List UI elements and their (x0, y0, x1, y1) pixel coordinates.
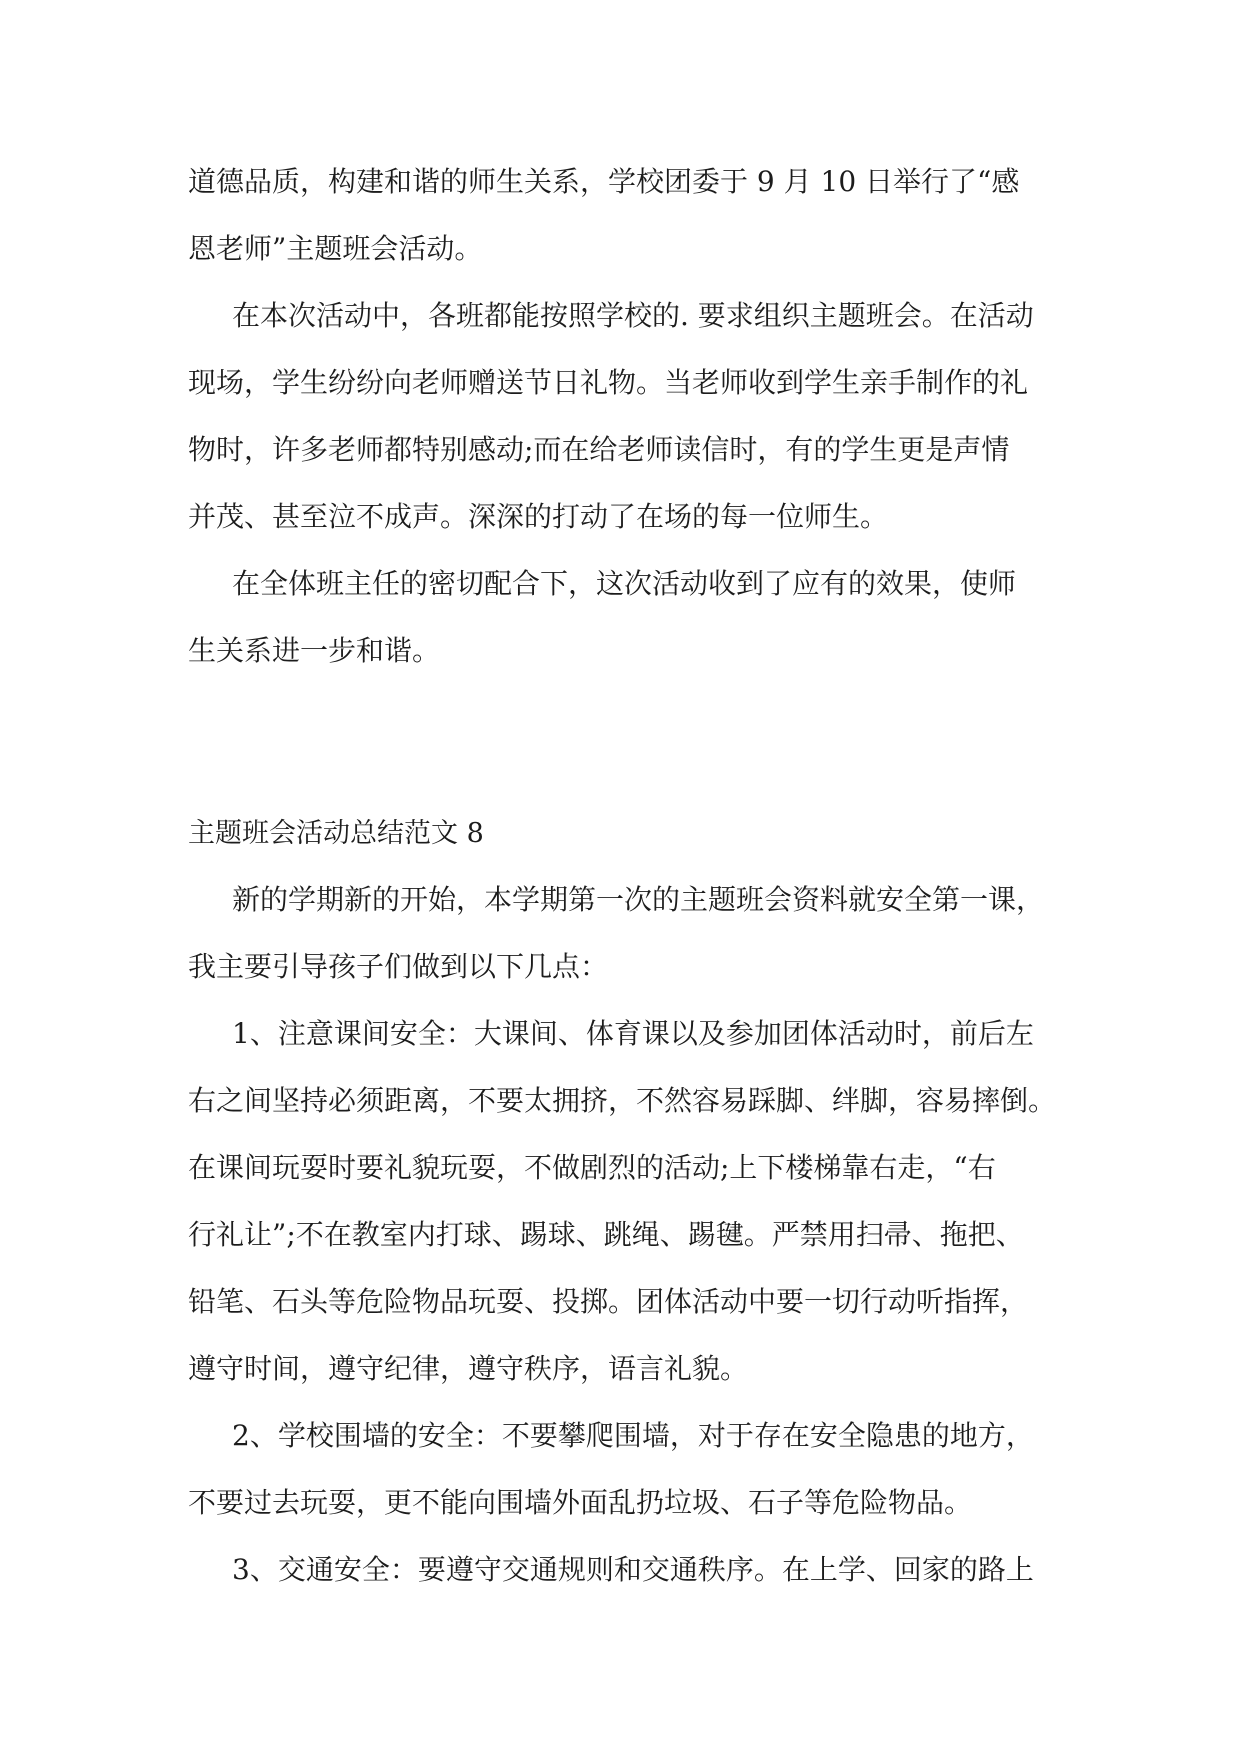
paragraph-7-line-1: 3、交通安全：要遵守交通规则和交通秩序。在上学、回家的路上 (232, 1553, 1034, 1586)
paragraph-1-line-2: 恩老师”主题班会活动。 (188, 232, 483, 265)
paragraph-5-line-5: 铅笔、石头等危险物品玩耍、投掷。团体活动中要一切行动听指挥， (188, 1285, 1029, 1318)
paragraph-2-line-2: 现场，学生纷纷向老师赠送节日礼物。当老师收到学生亲手制作的礼 (188, 366, 1029, 399)
paragraph-4-line-2: 我主要引导孩子们做到以下几点： (188, 950, 609, 983)
paragraph-2-line-1: 在本次活动中，各班都能按照学校的. 要求组织主题班会。在活动 (232, 299, 1034, 332)
paragraph-3-line-1: 在全体班主任的密切配合下，这次活动收到了应有的效果，使师 (232, 567, 1017, 600)
paragraph-5-line-2: 右之间坚持必须距离，不要太拥挤，不然容易踩脚、绊脚，容易摔倒。 (188, 1084, 1057, 1117)
paragraph-6-line-1: 2、学校围墙的安全：不要攀爬围墙，对于存在安全隐患的地方， (232, 1419, 1034, 1452)
paragraph-3-line-2: 生关系进一步和谐。 (188, 634, 441, 667)
paragraph-5-line-3: 在课间玩耍时要礼貌玩耍，不做剧烈的活动;上下楼梯靠右走，“右 (188, 1151, 996, 1184)
paragraph-2-line-4: 并茂、甚至泣不成声。深深的打动了在场的每一位师生。 (188, 500, 889, 533)
paragraph-5-line-1: 1、注意课间安全：大课间、体育课以及参加团体活动时，前后左 (232, 1017, 1034, 1050)
paragraph-4-line-1: 新的学期新的开始，本学期第一次的主题班会资料就安全第一课， (232, 883, 1045, 916)
section-heading: 主题班会活动总结范文 8 (188, 818, 484, 849)
paragraph-2-line-3: 物时，许多老师都特别感动;而在给老师读信时，有的学生更是声情 (188, 433, 1010, 466)
paragraph-5-line-6: 遵守时间，遵守纪律，遵守秩序，语言礼貌。 (188, 1352, 749, 1385)
paragraph-5-line-4: 行礼让”;不在教室内打球、踢球、跳绳、踢毽。严禁用扫帚、拖把、 (188, 1218, 1024, 1251)
paragraph-1-line-1: 道德品质，构建和谐的师生关系，学校团委于 9 月 10 日举行了“感 (188, 165, 1020, 198)
paragraph-6-line-2: 不要过去玩耍，更不能向围墙外面乱扔垃圾、石子等危险物品。 (188, 1486, 973, 1519)
